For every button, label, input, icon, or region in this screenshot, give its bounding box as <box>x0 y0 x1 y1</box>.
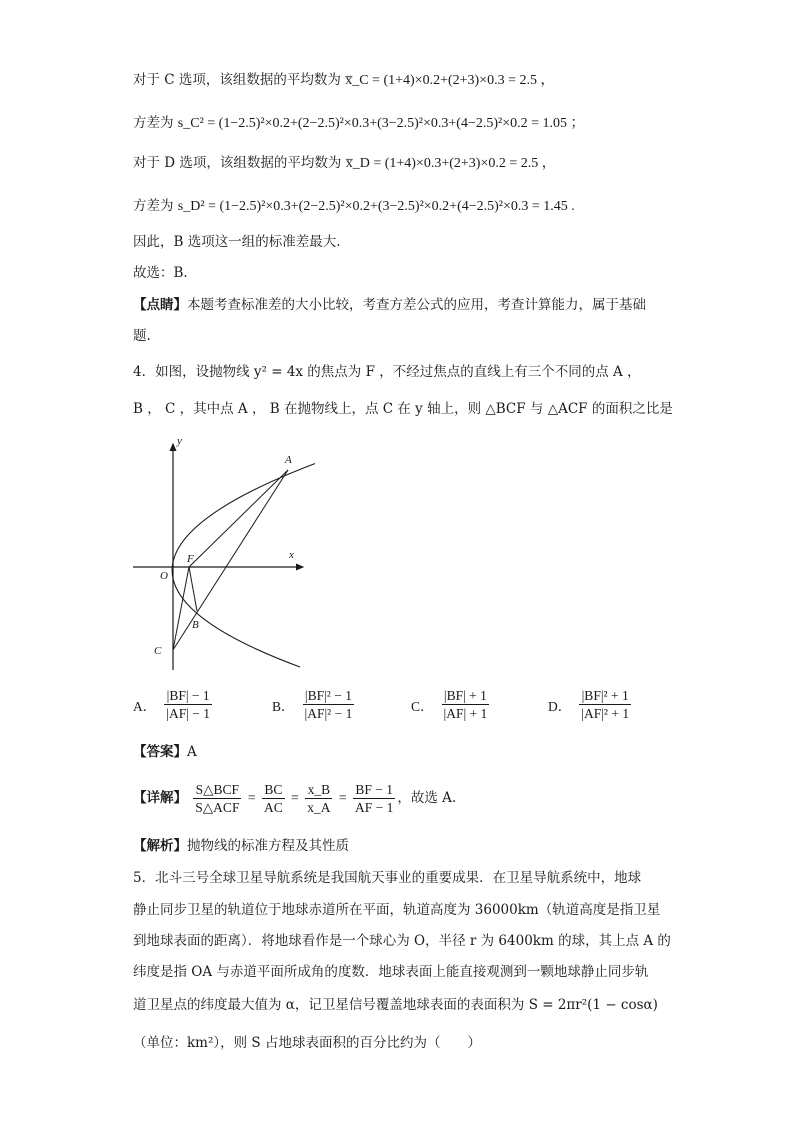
label-b: B <box>192 619 199 631</box>
option-b-den: |AF|² − 1 <box>304 706 353 721</box>
detail-label: 【详解】 <box>133 790 187 806</box>
option-b-num: |BF|² − 1 <box>303 687 355 705</box>
option-c-fraction <box>442 687 490 722</box>
q3-c-mean-text: 对于 C 选项，该组数据的平均数为 <box>133 72 341 88</box>
q4-stem-line2: B ， C ，其中点 A ， B 在抛物线上，点 C 在 y 轴上，则 △BCF 与 △ACF 的面积之比是 <box>133 401 673 417</box>
q3-d-variance <box>133 196 575 217</box>
comment-text: 本题考查标准差的大小比较，考查方差公式的应用，考查计算能力，属于基础 <box>187 297 646 313</box>
answer-value: A <box>187 744 197 760</box>
label-origin: O <box>160 570 168 582</box>
q3-c-mean <box>133 70 554 91</box>
answer-label: 【答案】 <box>133 744 187 760</box>
comment-label: 【点睛】 <box>133 297 187 313</box>
option-d[interactable] <box>548 687 633 722</box>
label-c: C <box>154 645 162 657</box>
q3-d-mean-expr: x̅_D = (1+4)×0.3+(2+3)×0.2 = 2.5 ， <box>345 156 556 171</box>
q3-conclusion: 因此，B 选项这一组的标准差最大. <box>133 234 341 250</box>
q3-d-var-expr: s_D² = (1−2.5)²×0.3+(2−2.5)²×0.2+(3−2.5)²×0.2+(4−2.5)²×0.3 = 1.45 . <box>177 199 575 214</box>
detail-fraction-x <box>305 781 332 816</box>
option-a-fraction <box>164 687 212 722</box>
analysis-text: 抛物线的标准方程及其性质 <box>187 838 349 854</box>
option-d-den: |AF|² + 1 <box>581 706 630 721</box>
q3-choice: 故选：B. <box>133 265 188 281</box>
detail-fraction-area <box>193 781 241 816</box>
label-a: A <box>285 454 292 466</box>
option-c[interactable] <box>411 687 491 722</box>
option-d-fraction <box>579 687 631 722</box>
option-b-label: B． <box>272 698 295 714</box>
q3-comment <box>133 295 646 315</box>
q3-d-var-text: 方差为 <box>133 198 174 214</box>
label-y: y <box>177 435 182 447</box>
q5-line3: 到地球表面的距离）．将地球看作是一个球心为 O，半径 r 为 6400km 的球，其上点 A 的 <box>133 933 671 949</box>
q3-d-mean <box>133 153 556 174</box>
detail-tail: ，故选 A. <box>397 790 457 806</box>
option-a-label: A． <box>133 698 157 714</box>
detail-f2-den: AC <box>263 800 283 815</box>
q5-line2: 静止同步卫星的轨道位于地球赤道所在平面，轨道高度为 36000km（轨道高度是指卫星 <box>133 902 661 918</box>
detail-f4-den: AF − 1 <box>354 800 394 815</box>
detail-f4-num: BF − 1 <box>353 781 395 799</box>
detail-f1-den: S△ACF <box>195 800 240 815</box>
label-x: x <box>289 549 294 561</box>
option-c-num: |BF| + 1 <box>442 687 490 705</box>
detail-f3-den: x_A <box>307 800 331 815</box>
parabola-figure <box>125 430 315 675</box>
q3-c-var-expr: s_C² = (1−2.5)²×0.2+(2−2.5)²×0.3+(3−2.5)²×0.3+(4−2.5)²×0.2 = 1.05 ； <box>177 116 585 131</box>
line-f-a <box>189 470 288 567</box>
q5-line1: 5．北斗三号全球卫星导航系统是我国航天事业的重要成果．在卫星导航系统中，地球 <box>133 870 642 886</box>
q5-line4: 纬度是指 OA 与赤道平面所成角的度数．地球表面上能直接观测到一颗地球静止同步轨 <box>133 964 649 980</box>
analysis-label: 【解析】 <box>133 838 187 854</box>
q5-line6: （单位：km²），则 S 占地球表面积的百分比约为（ ） <box>133 1035 481 1051</box>
line-f-b <box>189 567 197 611</box>
q4-stem-line1: 4．如图，设抛物线 y² = 4x 的焦点为 F ，不经过焦点的直线上有三个不同的点 A ， <box>133 364 641 380</box>
q4-answer <box>133 742 197 762</box>
q3-c-var-text: 方差为 <box>133 115 174 131</box>
option-d-num: |BF|² + 1 <box>579 687 631 705</box>
detail-f2-num: BC <box>262 781 285 799</box>
option-a-den: |AF| − 1 <box>166 706 211 721</box>
option-c-label: C． <box>411 698 434 714</box>
label-focus: F <box>187 553 194 565</box>
option-b[interactable] <box>272 687 356 722</box>
q3-c-variance <box>133 113 585 134</box>
detail-fraction-focal <box>353 781 395 816</box>
detail-f3-num: x_B <box>305 781 332 799</box>
q3-d-mean-text: 对于 D 选项，该组数据的平均数为 <box>133 155 342 171</box>
q4-analysis <box>133 836 349 856</box>
option-a[interactable] <box>133 687 214 722</box>
option-c-den: |AF| + 1 <box>443 706 488 721</box>
q5-line5: 道卫星点的纬度最大值为 α，记卫星信号覆盖地球表面的表面积为 S = 2πr²(1 − cosα) <box>133 997 658 1013</box>
option-d-label: D． <box>548 698 572 714</box>
q3-comment-cont: 题. <box>133 328 151 344</box>
detail-fraction-length <box>262 781 285 816</box>
detail-f1-num: S△BCF <box>193 781 241 799</box>
q3-c-mean-expr: x̅_C = (1+4)×0.2+(2+3)×0.3 = 2.5 ， <box>345 73 555 88</box>
option-a-num: |BF| − 1 <box>164 687 212 705</box>
option-b-fraction <box>303 687 355 722</box>
q4-detail: 【详解】 $\frac{\text{S△BCF}}{\text{S△ACF}}$ = $\frac{BC}{AC}$ = $\frac{x\_B}{x\_A}$ = $\frac{BF - 1}{AF - 1}$ ，故选 A. <box>133 782 457 815</box>
